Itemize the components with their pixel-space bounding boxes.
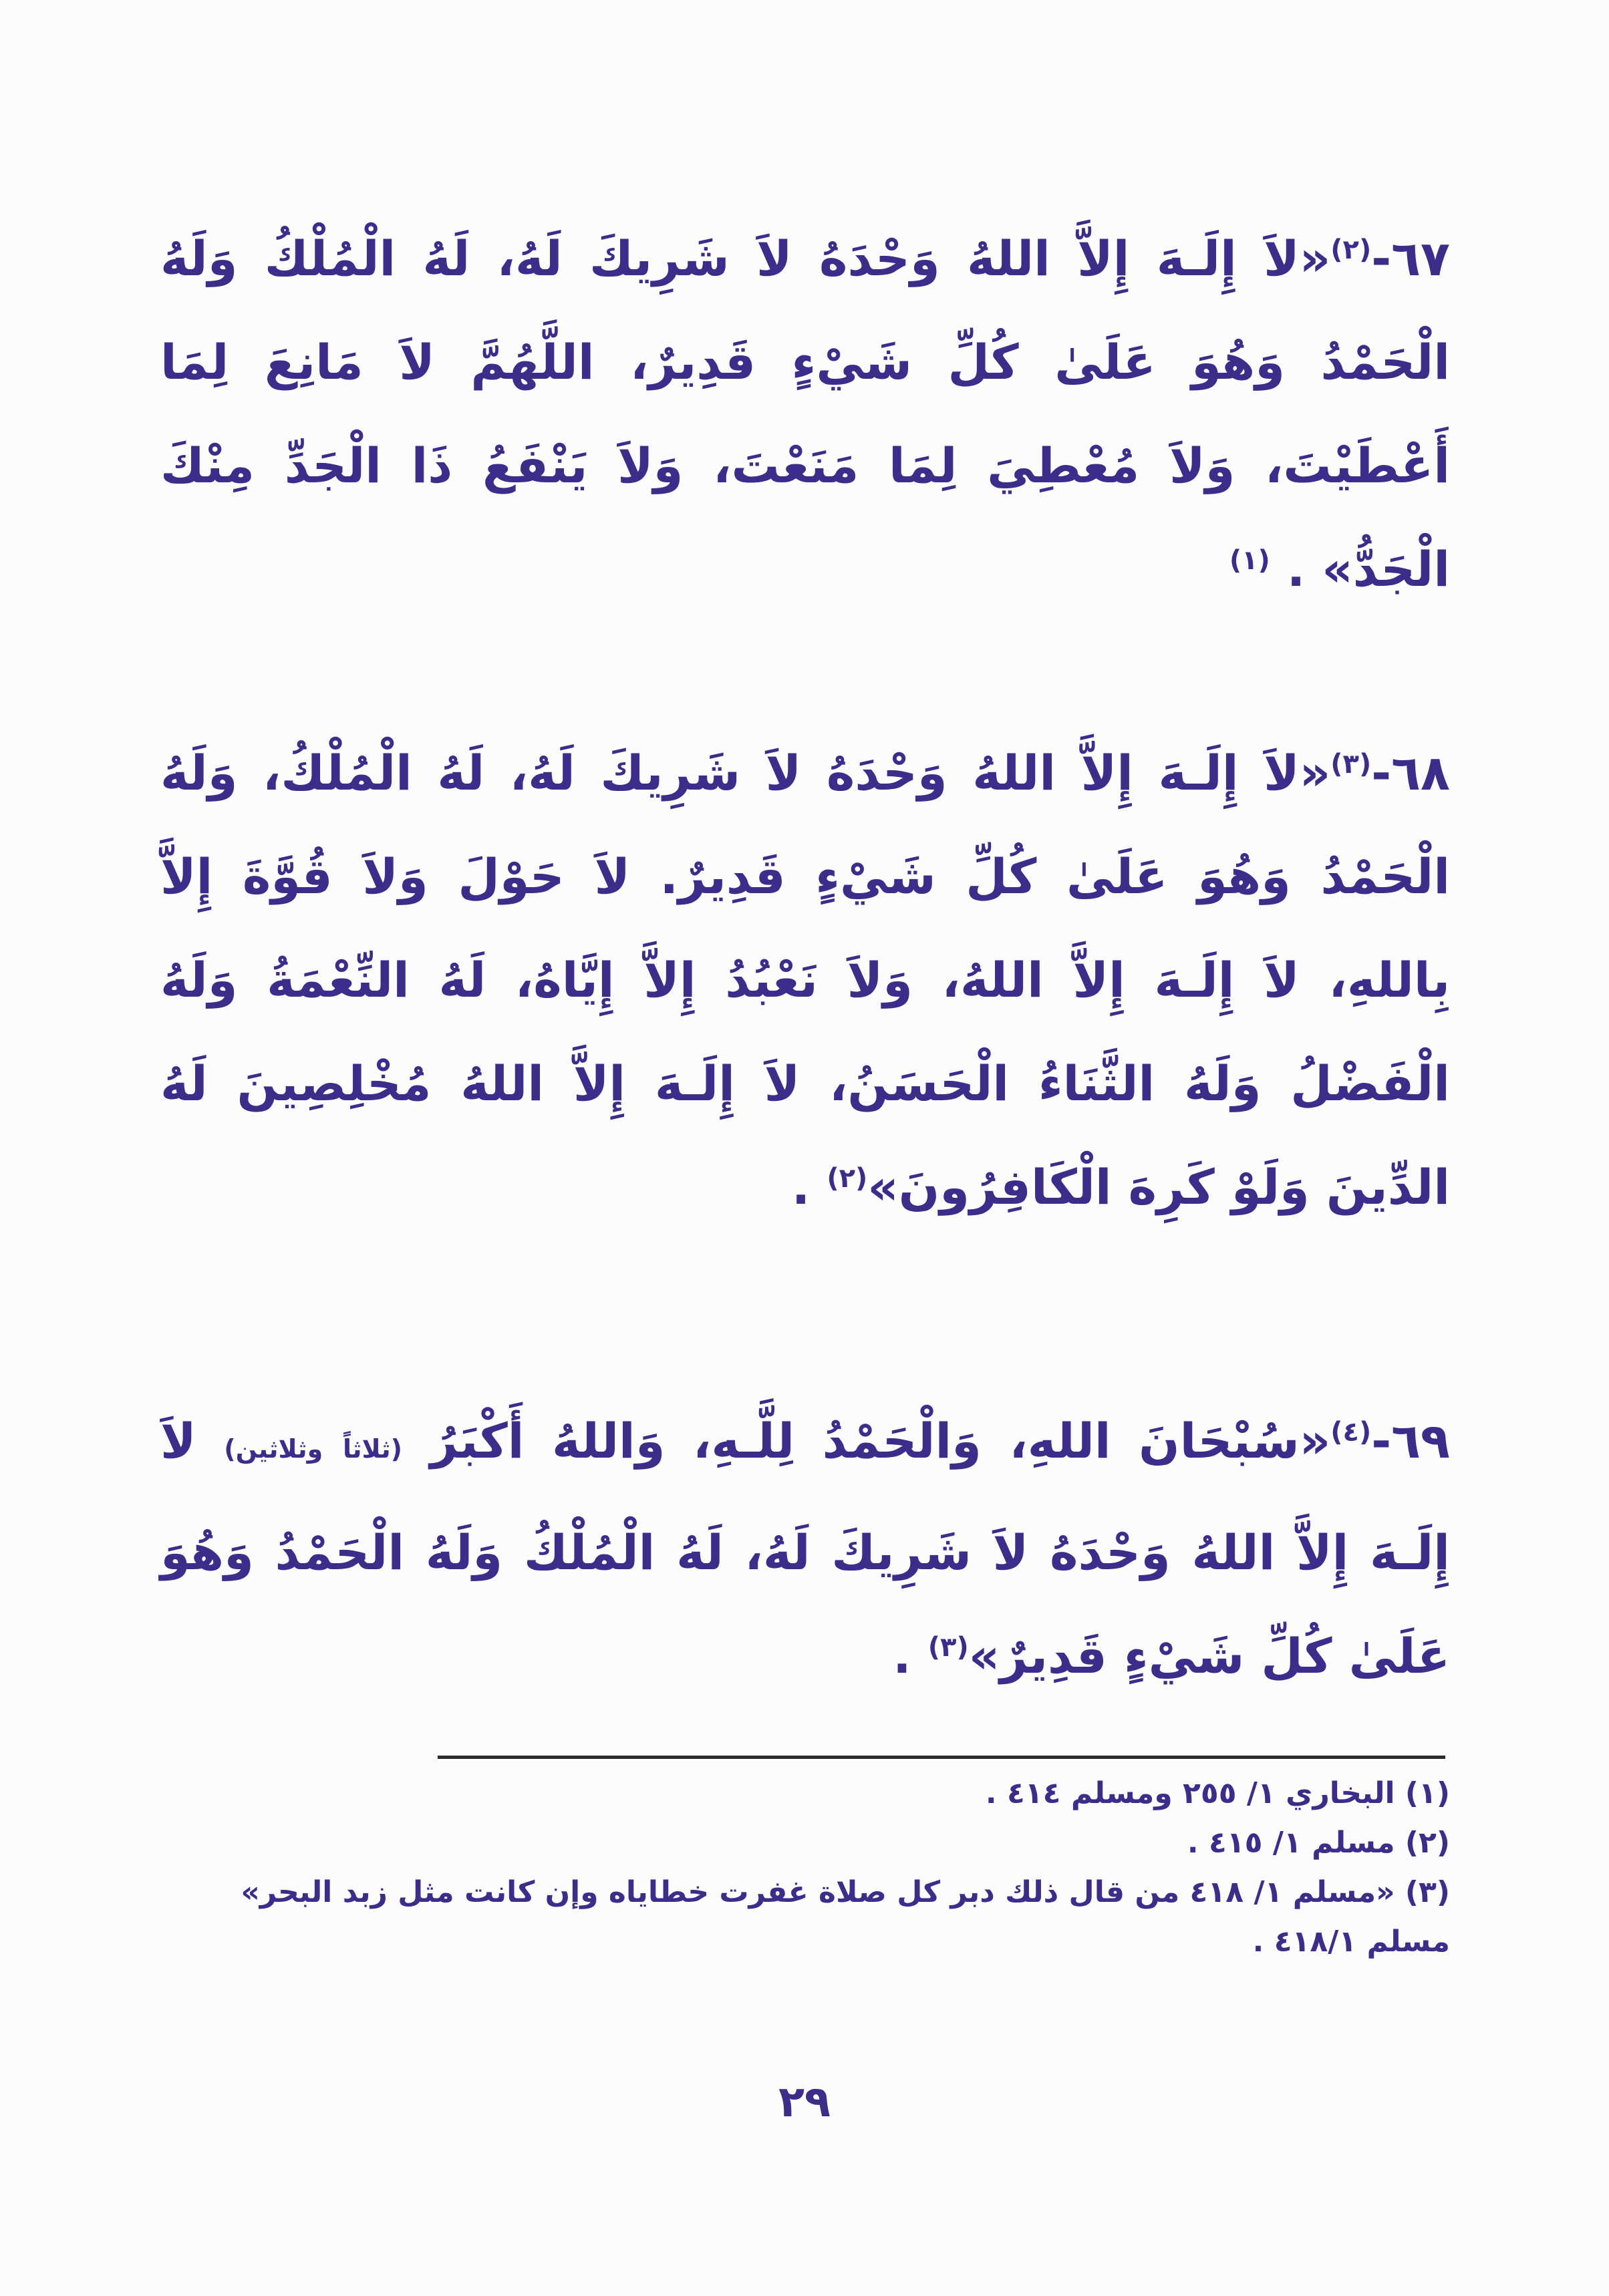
end-punctuation: .: [791, 1159, 811, 1215]
dhikr-69-paragraph: [160, 1389, 1450, 1708]
dhikr-number: ٦٨-: [1371, 745, 1450, 801]
footnote-divider: [438, 1756, 1445, 1759]
page-number: ٢٩: [778, 2078, 831, 2127]
dhikr-text-part2: لاَ إِلَـهَ إِلاَّ اللهُ وَحْدَهُ لاَ شَرِيكَ لَهُ، لَهُ الْمُلْكُ وَلَهُ الْحَمْدُ وَهُوَ عَلَىٰ كُلِّ شَيْءٍ قَدِيرٌ»: [160, 1413, 1450, 1684]
footnote-2: (٢) مسلم ١/ ٤١٥ .: [1187, 1826, 1450, 1860]
end-punctuation: .: [893, 1628, 911, 1684]
dhikr-68-paragraph: [160, 721, 1450, 1239]
footnote-ref: (٣): [927, 1632, 969, 1663]
footnotes: [160, 1769, 1450, 1967]
footnote-ref: (٣): [1330, 749, 1372, 780]
footnote-ref: (٤): [1330, 1417, 1372, 1448]
dhikr-number: ٦٧-: [1371, 230, 1450, 287]
footnote-ref: (٢): [1330, 234, 1372, 265]
footnote-3: (٣) «مسلم ١/ ٤١٨ من قال ذلك دبر كل صلاة غفرت خطاياه وإن كانت مثل زبد البحر» مسلم ٤١٨/١ .: [241, 1875, 1450, 1959]
dhikr-number: ٦٩-: [1371, 1413, 1450, 1469]
footnote-1: (١) البخاري ١/ ٢٥٥ ومسلم ٤١٤ .: [985, 1776, 1450, 1810]
repeat-count-note: (ثلاثاً وثلاثين): [224, 1434, 403, 1464]
dhikr-text-part1: «سُبْحَانَ اللهِ، وَالْحَمْدُ لِلَّـهِ، وَاللهُ أَكْبَرُ: [430, 1413, 1331, 1469]
footnote-ref: (٢): [827, 1163, 868, 1194]
dhikr-67-paragraph: [160, 207, 1450, 621]
footnote-ref: (١): [1229, 545, 1270, 576]
dhikr-text: «لاَ إِلَـهَ إِلاَّ اللهُ وَحْدَهُ لاَ شَرِيكَ لَهُ، لَهُ الْمُلْكُ، وَلَهُ الْحَمْدُ وَهُوَ عَلَىٰ كُلِّ شَيْءٍ قَدِيرٌ. لاَ حَوْلَ وَلاَ قُوَّةَ إِلاَّ بِاللهِ، لاَ إِلَـهَ إِلاَّ اللهُ، وَلاَ نَعْبُدُ إِلاَّ إِيَّاهُ، لَهُ النِّعْمَةُ وَلَهُ الْفَضْلُ وَلَهُ الثَّنَاءُ الْحَسَنُ، لاَ إِلَـهَ إِلاَّ اللهُ مُخْلِصِينَ لَهُ الدِّينَ وَلَوْ كَرِهَ الْكَافِرُونَ»: [160, 745, 1450, 1215]
dhikr-text: «لاَ إِلَـهَ إِلاَّ اللهُ وَحْدَهُ لاَ شَرِيكَ لَهُ، لَهُ الْمُلْكُ وَلَهُ الْحَمْدُ وَهُوَ عَلَىٰ كُلِّ شَيْءٍ قَدِيرٌ، اللَّهُمَّ لاَ مَانِعَ لِمَا أَعْطَيْتَ، وَلاَ مُعْطِيَ لِمَا مَنَعْتَ، وَلاَ يَنْفَعُ ذَا الْجَدِّ مِنْكَ الْجَدُّ» .: [160, 230, 1450, 597]
